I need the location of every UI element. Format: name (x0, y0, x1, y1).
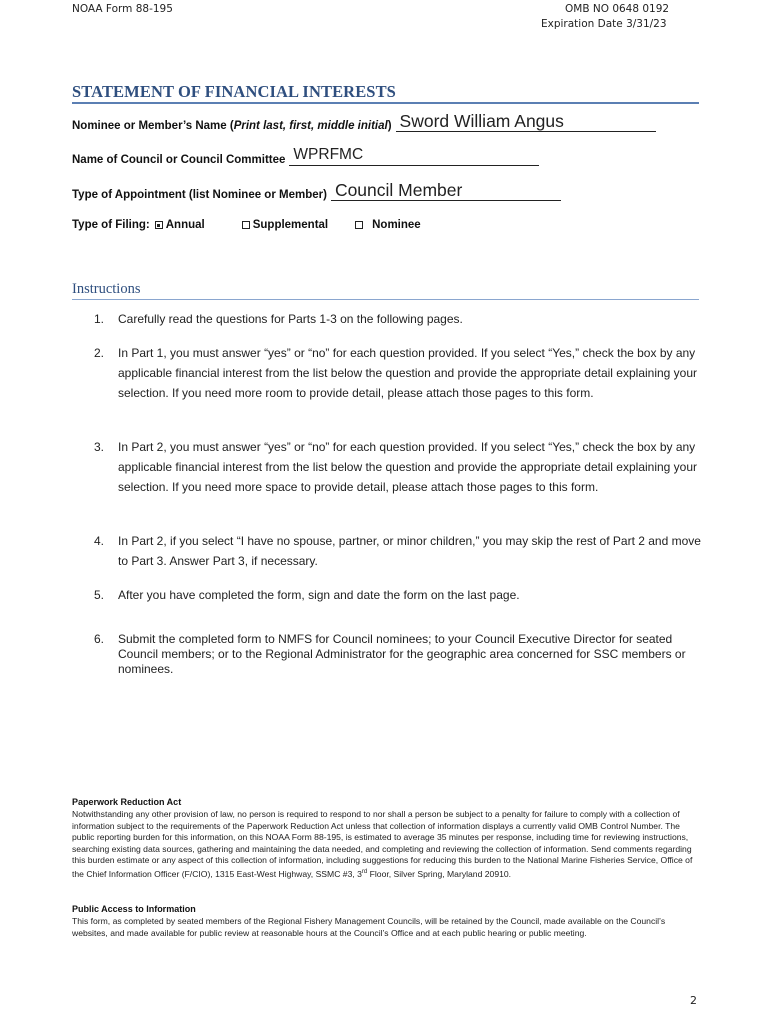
list-item (94, 632, 704, 677)
item-number: 4. (94, 534, 105, 548)
item-text: Submit the completed form to NMFS for Council nominees; to your Council Executive Director for seated Council members; or to the Regional Administrator for the geographic area concerned for SSC members or nominees. (118, 632, 686, 676)
expiration-date: Expiration Date 3/31/23 (541, 18, 667, 30)
filing-option-label: Supplemental (252, 219, 329, 231)
list-item (94, 437, 704, 497)
checkbox-checked-icon[interactable] (155, 221, 163, 229)
item-number: 6. (94, 632, 105, 646)
paperwork-text: Notwithstanding any other provision of law, no person is required to respond to nor shall a person be subject to a penalty for failure to comply with a collection of information subject to the requirements of the Paperwork Reduction Act unless that collection of information displays a currently valid OMB Control Number. The public reporting burden for this information, on this NOAA Form 88-195, is estimated to average 35 minutes per response, including time for reviewing instructions, searching existing data sources, gathering and maintaining the data needed, and completing and reviewing the collection of information. Send comments regarding this burden estimate or any aspect of this collection of information, including suggestions for reducing this burden to the National Marine Fisheries Service, Office of the Chief Information Officer (F/CIO), 1315 East-West Highway, SSMC #3, 3 (72, 809, 693, 879)
item-number: 2. (94, 346, 105, 360)
appointment-value: Council Member (334, 180, 463, 200)
page-title: STATEMENT OF FINANCIAL INTERESTS (72, 82, 396, 101)
item-text: In Part 2, if you select “I have no spouse, partner, or minor children,” you may skip the rest of Part 2 and move to Part 3. Answer Part 3, if necessary. (118, 534, 701, 568)
filing-option-supplemental[interactable] (242, 219, 328, 231)
item-number: 1. (94, 312, 105, 326)
title-divider (72, 102, 699, 104)
item-text: After you have completed the form, sign and date the form on the last page. (118, 588, 520, 602)
checkbox-icon[interactable] (242, 221, 250, 229)
nominee-name-label (72, 120, 392, 132)
filing-option-label: Nominee (372, 219, 421, 231)
instructions-heading: Instructions (72, 281, 141, 297)
item-text: Carefully read the questions for Parts 1-3 on the following pages. (118, 312, 463, 326)
item-text: In Part 1, you must answer “yes” or “no” for each question provided. If you select “Yes,” check the box by any applicable financial interest from the list below the question and provide the appropriate detail explaining your selection. If you need more room to provide detail, please attach those pages to this form. (118, 346, 698, 400)
item-text: In Part 2, you must answer “yes” or “no” for each question provided. If you select “Yes,” check the box by any applicable financial interest from the list below the question and provide the appropriate detail explaining your selection. If you need more space to provide detail, please attach those pages to this form. (118, 440, 698, 494)
paperwork-heading: Paperwork Reduction Act (72, 797, 182, 807)
nominee-label-close: ) (387, 120, 392, 132)
council-field[interactable] (289, 145, 539, 166)
filing-type-label: Type of Filing: (72, 219, 150, 231)
filing-option-label: Annual (165, 219, 205, 231)
nominee-label-hint: Print last, first, middle initial (233, 120, 388, 132)
appointment-row (72, 180, 561, 201)
list-item (94, 531, 704, 571)
form-id: NOAA Form 88-195 (72, 3, 173, 15)
council-label: Name of Council or Council Committee (72, 154, 286, 166)
nominee-name-value: Sword William Angus (399, 111, 564, 131)
paperwork-text-end: Floor, Silver Spring, Maryland 20910. (367, 868, 512, 879)
appointment-label: Type of Appointment (list Nominee or Member) (72, 189, 327, 201)
paperwork-body (72, 809, 697, 880)
public-access-body: This form, as completed by seated members of the Regional Fishery Management Councils, will be retained by the Council, made available on the Council’s websites, and made available for public review at reasonable hours at the Council’s Office and at each public hearing or public meeting. (72, 916, 666, 938)
list-item (94, 309, 704, 329)
omb-number: OMB NO 0648 0192 (565, 3, 670, 15)
council-value: WPRFMC (293, 146, 364, 163)
instructions-divider (72, 299, 699, 300)
nominee-name-field[interactable] (396, 111, 656, 132)
list-item (94, 585, 704, 605)
list-item (94, 343, 704, 403)
item-number: 5. (94, 588, 105, 602)
checkbox-icon[interactable] (355, 221, 363, 229)
page-number: 2 (690, 994, 697, 1007)
public-access-heading: Public Access to Information (72, 904, 196, 914)
nominee-name-row (72, 111, 656, 132)
nominee-label-part: Nominee or Member’s Name ( (72, 120, 234, 132)
council-row (72, 145, 539, 166)
appointment-field[interactable] (331, 180, 561, 201)
filing-type-row (72, 219, 421, 231)
item-number: 3. (94, 440, 105, 454)
paperwork-superscript: rd (361, 868, 368, 875)
filing-option-nominee[interactable] (355, 219, 421, 231)
filing-option-annual[interactable] (155, 219, 205, 231)
